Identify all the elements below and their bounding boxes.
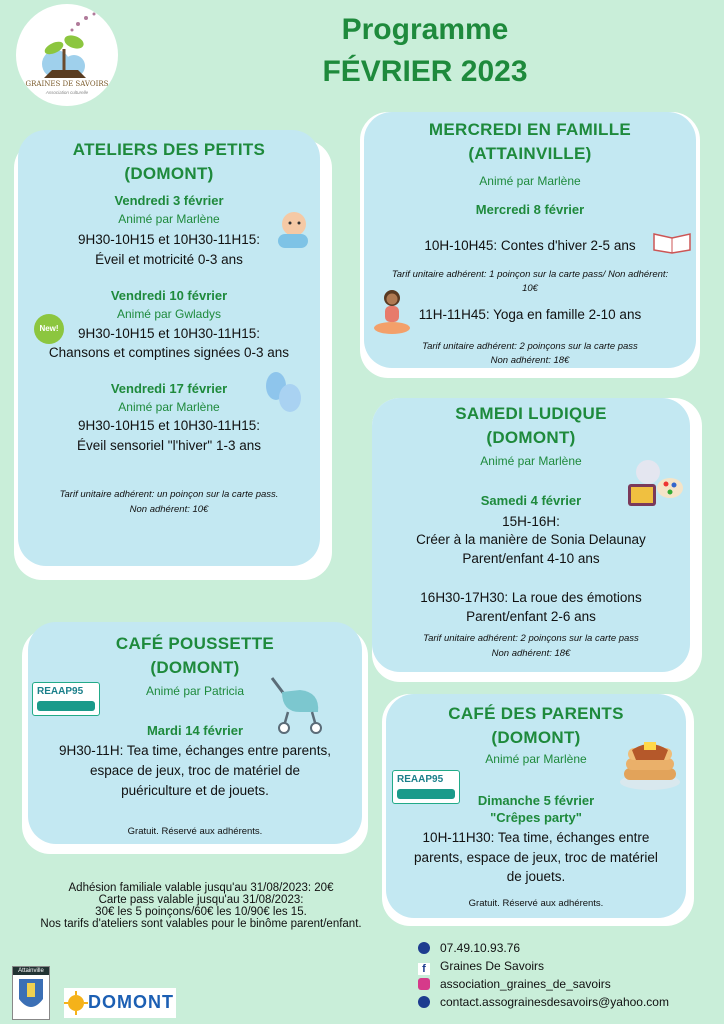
town-crest-label: Attainville xyxy=(13,967,49,975)
card-title: ATELIERS DES PETITS xyxy=(72,140,266,159)
card-samedi-ludique xyxy=(372,398,690,672)
session-title: Éveil sensoriel "l'hiver" 1-3 ans xyxy=(77,438,261,453)
page-subtitle: FÉVRIER 2023 xyxy=(322,55,528,88)
page-title: Programme xyxy=(341,13,509,46)
session-audience: Parent/enfant 4-10 ans xyxy=(462,551,600,566)
session-title: Éveil et motricité 0-3 ans xyxy=(95,252,243,267)
session-title: Créer à la manière de Sonia Delaunay xyxy=(416,532,646,547)
card-animator: Animé par Patricia xyxy=(145,684,245,698)
session-date: Vendredi 17 février xyxy=(110,381,228,396)
session-time: 15H-16H: xyxy=(502,514,560,529)
session-theme: "Crêpes party" xyxy=(490,810,582,825)
sun-icon xyxy=(64,990,88,1016)
card-location: (DOMONT) xyxy=(491,728,581,747)
tarif-note: Tarif unitaire adhérent: un poinçon sur la carte pass. xyxy=(59,489,279,500)
session-animator: Animé par Marlène xyxy=(118,212,220,226)
contact-instagram[interactable] xyxy=(418,976,611,992)
card-animator: Animé par Marlène xyxy=(485,752,587,766)
crest-icon xyxy=(13,975,49,1017)
session-date: Vendredi 3 février xyxy=(114,193,224,208)
pancakes-icon xyxy=(618,740,682,792)
book-icon xyxy=(652,228,692,254)
card-location: (DOMONT) xyxy=(150,658,240,677)
session-date: Samedi 4 février xyxy=(480,493,582,508)
session-time: 9H30-10H15 et 10H30-11H15: xyxy=(77,326,261,341)
reaap-logo xyxy=(32,682,100,716)
phone-icon xyxy=(418,942,430,954)
card-title: SAMEDI LUDIQUE xyxy=(455,404,607,423)
logo-text: GRAINES DE SAVOIRS xyxy=(25,80,109,88)
contact-email[interactable] xyxy=(418,994,669,1010)
reaap-text: REAAP95 xyxy=(397,774,444,785)
session-description: 9H30-11H: Tea time, échanges entre parents, xyxy=(59,743,331,758)
yoga-icon xyxy=(372,288,412,336)
card-cafe-parents xyxy=(386,694,686,918)
session-date: Mardi 14 février xyxy=(146,723,244,738)
card-location: (DOMONT) xyxy=(124,164,214,183)
session-animator: Animé par Gwladys xyxy=(116,307,222,321)
domont-logo xyxy=(64,988,176,1018)
membership-line: 30€ les 5 poinçons/60€ les 10/90€ les 15. xyxy=(95,906,307,918)
session-title: 16H30-17H30: La roue des émotions xyxy=(420,590,642,605)
instagram-handle: association_graines_de_savoirs xyxy=(440,977,611,991)
membership-line: Nos tarifs d'ateliers sont valables pour le binôme parent/enfant. xyxy=(40,918,362,930)
mittens-icon xyxy=(262,370,302,416)
tarif-note: Tarif unitaire adhérent: 1 poinçon sur la carte pass/ Non adhérent: xyxy=(391,269,669,280)
free-note: Gratuit. Réservé aux adhérents. xyxy=(468,898,604,909)
card-ateliers-petits xyxy=(18,130,320,566)
phone-number: 07.49.10.93.76 xyxy=(440,941,521,955)
session-title: Chansons et comptines signées 0-3 ans xyxy=(48,345,290,360)
contact-facebook[interactable] xyxy=(418,958,544,975)
association-logo xyxy=(16,4,118,106)
domont-text: DOMONT xyxy=(88,992,174,1012)
card-location: (ATTAINVILLE) xyxy=(468,144,592,163)
session-time: 9H30-10H15 et 10H30-11H15: xyxy=(77,232,261,247)
new-badge: New! xyxy=(34,314,64,344)
email-address: contact.assograinesdesavoirs@yahoo.com xyxy=(440,995,669,1009)
session-date: Dimanche 5 février xyxy=(477,793,595,808)
session-time: 9H30-10H15 et 10H30-11H15: xyxy=(77,418,261,433)
session-date: Vendredi 10 février xyxy=(110,288,228,303)
membership-line: Carte pass valable jusqu'au 31/08/2023: xyxy=(98,894,304,906)
baby-icon xyxy=(272,210,312,252)
town-crest xyxy=(12,966,50,1020)
session-description: espace de jeux, troc de matériel de xyxy=(89,763,301,778)
tarif-note: Non adhérent: 10€ xyxy=(129,504,209,515)
instagram-icon xyxy=(418,978,430,990)
facebook-name: Graines De Savoirs xyxy=(440,959,545,973)
card-cafe-poussette xyxy=(28,622,362,844)
logo-subtext: Association culturelle xyxy=(45,90,89,95)
tarif-note: Tarif unitaire adhérent: 2 poinçons sur la carte pass xyxy=(423,633,639,644)
membership-line: Adhésion familiale valable jusqu'au 31/08/2023: 20€ xyxy=(68,882,334,894)
facebook-icon: f xyxy=(418,963,430,975)
membership-info xyxy=(6,882,396,930)
mail-icon xyxy=(418,996,430,1008)
session-description: puériculture et de jouets. xyxy=(121,783,269,798)
card-mercredi-famille xyxy=(364,112,696,368)
card-title: CAFÉ POUSSETTE xyxy=(115,634,275,653)
tarif-note: Non adhérent: 18€ xyxy=(491,648,571,659)
session-animator: Animé par Marlène xyxy=(118,400,220,414)
session-description: de jouets. xyxy=(506,869,566,884)
session-description: 10H-11H30: Tea time, échanges entre xyxy=(422,830,650,845)
session-audience: Parent/enfant 2-6 ans xyxy=(466,609,596,624)
activity-yoga: 11H-11H45: Yoga en famille 2-10 ans xyxy=(418,307,642,322)
card-animator: Animé par Marlène xyxy=(480,454,582,468)
free-note: Gratuit. Réservé aux adhérents. xyxy=(127,826,263,837)
card-title: CAFÉ DES PARENTS xyxy=(448,704,624,723)
session-description: parents, espace de jeux, troc de matériel xyxy=(414,850,658,865)
card-title: MERCREDI EN FAMILLE xyxy=(428,120,632,139)
card-location: (DOMONT) xyxy=(486,428,576,447)
tarif-note: 10€ xyxy=(522,283,538,294)
contact-phone[interactable] xyxy=(418,940,520,956)
tarif-note: Non adhérent: 18€ xyxy=(490,355,570,366)
reaap-text: REAAP95 xyxy=(37,686,84,697)
session-date: Mercredi 8 février xyxy=(475,202,585,217)
card-animator: Animé par Marlène xyxy=(479,174,581,188)
activity-contes: 10H-10H45: Contes d'hiver 2-5 ans xyxy=(424,238,636,253)
tarif-note: Tarif unitaire adhérent: 2 poinçons sur la carte pass xyxy=(422,341,638,352)
